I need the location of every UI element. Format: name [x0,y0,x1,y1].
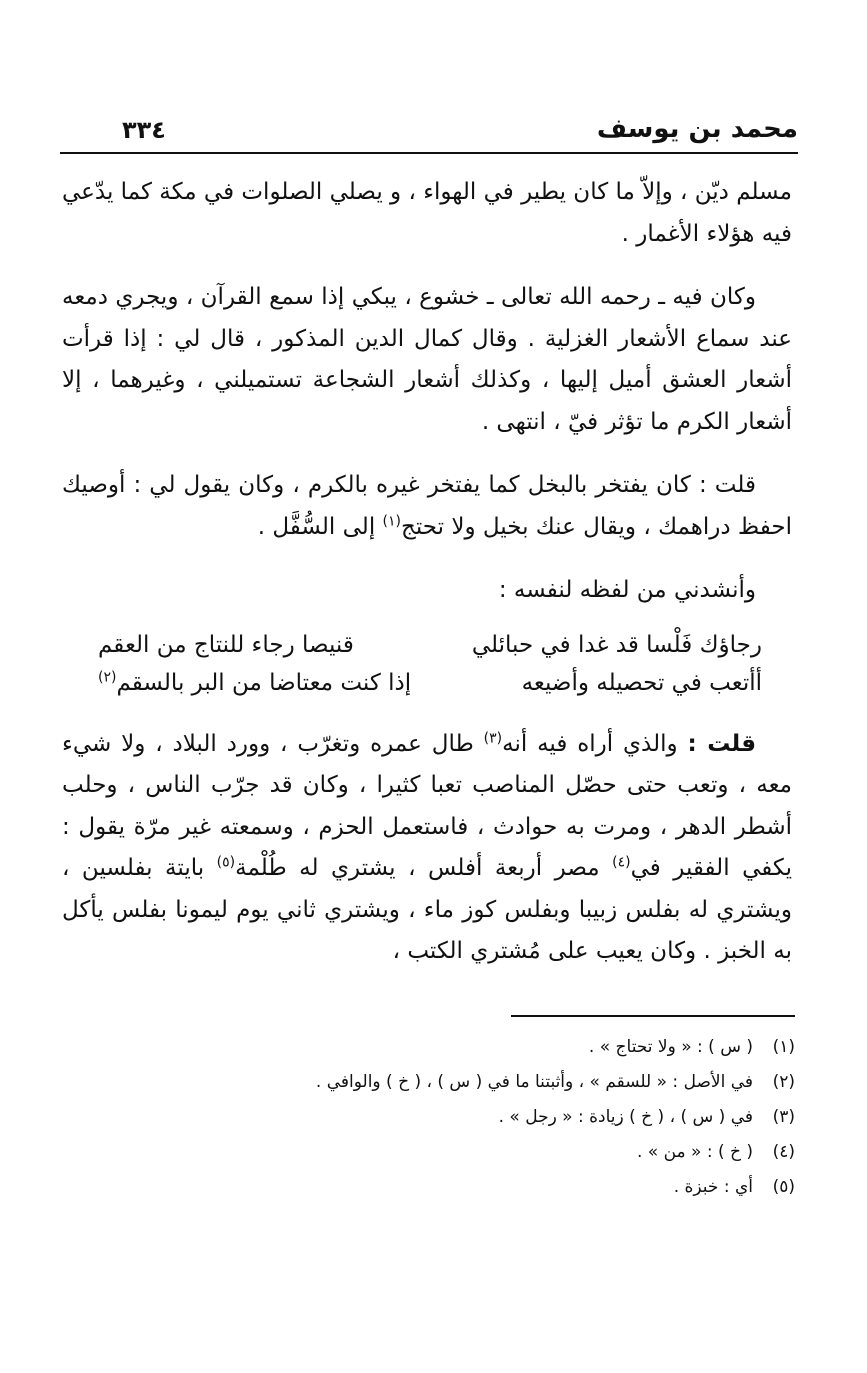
verse-2-second-hemistich [98,664,413,702]
verse-1-first-hemistich: رجاؤك فَلْسا قد غدا في حبائلي [471,631,762,658]
paragraph-3 [62,465,792,548]
paragraph-4: وأنشدني من لفظه لنفسه : [498,577,756,603]
footnote-ref-5[interactable]: (٥) [216,854,236,871]
poem [62,626,792,702]
footnote-4 [75,1135,795,1170]
page-number: ٣٣٤ [122,116,166,144]
footnote-text: في الأصل : « للسقم » ، وأثبتنا ما في ( س ) ، ( خ ) والوافي . [315,1072,753,1092]
footnote-number: (١) [772,1037,795,1057]
paragraph-5-lead: قلت : [687,730,756,757]
main-text [62,172,792,973]
paragraph-3-text-a: قلت : كان يفتخر بالبخل كما يفتخر غيره بالكرم ، وكان يقول لي : أوصيك احفظ دراهمك ، ويقال عنك بخيل ولا تحتج [62,472,792,540]
footnote-text: في ( س ) ، ( خ ) زيادة : « رجل » . [498,1107,753,1127]
paragraph-5-text-a: والذي أراه فيه أنه [502,730,688,757]
running-header [60,112,798,154]
running-title: محمد بن يوسف [596,114,798,144]
paragraph-5 [62,724,792,973]
footnote-ref-2[interactable]: (٢) [98,668,117,685]
paragraph-5-text-c: مصر أربعة أفلس ، يشتري له طُلْمة [235,855,613,881]
footnote-3 [75,1100,795,1135]
footnote-text: ( س ) : « ولا تحتاج » . [588,1037,753,1057]
verse-1 [62,626,792,664]
footnote-2 [75,1065,795,1100]
paragraph-2: وكان فيه ـ رحمه الله تعالى ـ خشوع ، يبكي إذا سمع القرآن ، ويجري دمعه عند سماع الأشعار الغزلية . وقال كمال الدين المذكور ، قال لي : إذا قرأت أشعار العشق أميل إليها ، وكذلك أشعار الشجاعة تستميلني ، وغيرهما ، إلا أشعار الكرم ما تؤثر فيّ ، انتهى . [62,284,792,435]
footnote-ref-3[interactable]: (٣) [483,729,503,746]
verse-2-first-hemistich: أأتعب في تحصيله وأضيعه [521,669,762,696]
verse-2 [62,664,792,702]
footnote-number: (٣) [772,1107,795,1127]
paragraph-1: مسلم ديّن ، وإلاّ ما كان يطير في الهواء ، و يصلي الصلوات في مكة كما يدّعي فيه هؤلاء الأغمار . [62,179,792,247]
footnote-5 [75,1170,795,1205]
footnote-divider [511,1015,795,1017]
footnote-number: (٢) [772,1072,795,1092]
footnotes [75,1030,795,1205]
footnote-number: (٥) [772,1177,795,1197]
footnote-text: ( خ ) : « من » . [636,1142,753,1162]
footnote-ref-4[interactable]: (٤) [612,854,631,871]
footnote-1 [75,1030,795,1065]
footnote-number: (٤) [772,1142,795,1162]
footnote-ref-1[interactable]: (١) [382,512,401,529]
verse-2-second-text: إذا كنت معتاضا من البر بالسقم [116,669,412,696]
footnote-text: أي : خبزة . [673,1177,753,1197]
verse-1-second-hemistich: قنيصا رجاء للنتاج من العقم [98,631,354,658]
paragraph-5-text-d: بايتة بفلسين ، ويشتري له بفلس زبيبا وبفلس كوز ماء ، ويشتري ثاني يوم ليمونا بفلس يأكل به الخبز . وكان يعيب على مُشتري الكتب ، [62,855,792,964]
paragraph-5-text-b: طال عمره وتغرّب ، وورد البلاد ، ولا شيء معه ، وتعب حتى حصّل المناصب تعبا كثيرا ، وكان قد جرّب الناس ، وحلب أشطر الدهر ، ومرت به حوادث ، فاستعمل الحزم ، وسمعته غير مرّة يقول : يكفي الفقير في [62,730,792,881]
paragraph-3-text-b: إلى السُّفَّل . [257,513,383,540]
